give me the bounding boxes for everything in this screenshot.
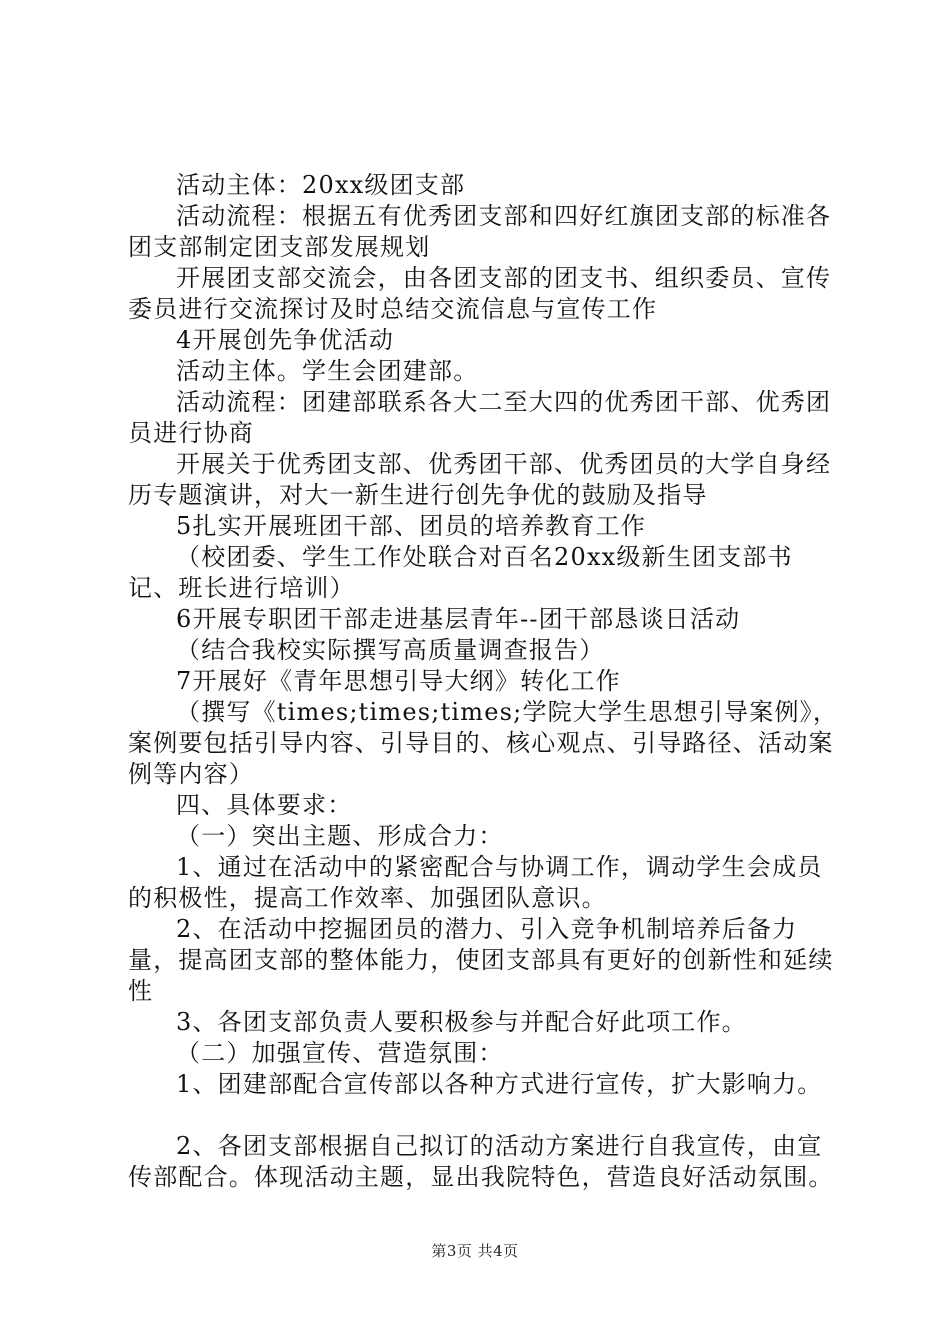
paragraph: 2、各团支部根据自己拟订的活动方案进行自我宣传，由宣传部配合。体现活动主题，显出我院特色，营造良好活动氛围。	[128, 1132, 834, 1191]
subsection-heading: （二）加强宣传、营造氛围：	[176, 1039, 504, 1067]
subsection-heading: （一）突出主题、形成合力：	[176, 822, 504, 850]
paragraph: 4开展创先争优活动	[176, 326, 395, 354]
blank-line	[128, 1100, 840, 1131]
paragraph: 活动流程：团建部联系各大二至大四的优秀团干部、优秀团员进行协商	[128, 388, 832, 447]
paragraph: 1、通过在活动中的紧密配合与协调工作，调动学生会成员的积极性，提高工作效率、加强团队意识。	[128, 853, 823, 912]
paragraph: 7开展好《青年思想引导大纲》转化工作	[176, 667, 621, 695]
paragraph: （结合我校实际撰写高质量调查报告）	[176, 636, 605, 664]
paragraph: 3、各团支部负责人要积极参与并配合好此项工作。	[176, 1008, 747, 1036]
paragraph: 活动主体：20xx级团支部	[176, 171, 466, 199]
paragraph: 活动主体。学生会团建部。	[176, 357, 479, 385]
paragraph: 活动流程：根据五有优秀团支部和四好红旗团支部的标准各团支部制定团支部发展规划	[128, 202, 832, 261]
paragraph: 1、团建部配合宣传部以各种方式进行宣传，扩大影响力。	[176, 1070, 823, 1098]
section-heading: 四、具体要求：	[176, 791, 353, 819]
paragraph: 6开展专职团干部走进基层青年--团干部恳谈日活动	[176, 605, 741, 633]
page-footer: 第3页 共4页	[431, 1242, 519, 1260]
document-body	[128, 170, 840, 1193]
paragraph: 开展关于优秀团支部、优秀团干部、优秀团员的大学自身经历专题演讲，对大一新生进行创先争优的鼓励及指导	[128, 450, 832, 509]
paragraph: （撰写《times;times;times;学院大学生思想引导案例》，案例要包括引导内容、引导目的、核心观点、引导路径、活动案例等内容）	[128, 698, 839, 788]
paragraph: （校团委、学生工作处联合对百名20xx级新生团支部书记、班长进行培训）	[128, 543, 793, 602]
paragraph: 开展团支部交流会，由各团支部的团支书、组织委员、宣传委员进行交流探讨及时总结交流信息与宣传工作	[128, 264, 832, 323]
paragraph: 2、在活动中挖掘团员的潜力、引入竞争机制培养后备力量，提高团支部的整体能力，使团支部具有更好的创新性和延续性	[128, 915, 834, 1005]
paragraph: 5扎实开展班团干部、团员的培养教育工作	[176, 512, 647, 540]
